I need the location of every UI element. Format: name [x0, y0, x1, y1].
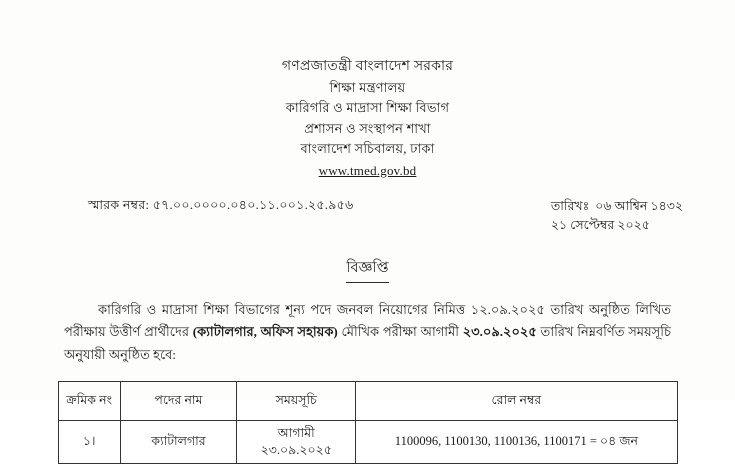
header-government-line: গণপ্রজাতন্ত্রী বাংলাদেশ সরকার [281, 59, 454, 74]
header-branch-line: প্রশাসন ও সংস্থাপন শাখা [304, 120, 431, 136]
date-bengali: ০৬ আশ্বিন ১৪৩২ [595, 199, 683, 214]
date-gregorian: ২১ সেপ্টেম্বর ২০২৫ [550, 217, 650, 232]
header-website-link[interactable]: www.tmed.gov.bd [318, 162, 417, 178]
table-header-schedule: সময়সূচি [237, 381, 356, 420]
document-meta-row [0, 197, 735, 235]
table-row [58, 420, 677, 463]
paragraph-bold-date: ২৩.০৯.২০২৫ [462, 324, 537, 340]
header-address-line: বাংলাদেশ সচিবালয়, ঢাকা [300, 141, 435, 157]
paragraph-bold-posts: (ক্যাটালগার, অফিস সহায়ক) [192, 324, 338, 340]
table-header-roll: রোল নম্বর [356, 381, 677, 420]
header-ministry-line: শিক্ষা মন্ত্রণালয় [329, 79, 406, 95]
table-cell-serial: ১। [58, 420, 120, 463]
document-header [0, 0, 735, 181]
date-block [551, 197, 683, 235]
notice-paragraph [64, 299, 671, 367]
table-cell-schedule: আগামী ২৩.০৯.২০২৫ [237, 420, 356, 463]
paragraph-segment-1: কারিগরি ও মাদ্রাসা শিক্ষা বিভাগের শূন্য পদে জনবল নিয়োগের নিমিত্ত ১২.০৯.২০২৫ তারিখ অনুষ্ঠিত লিখিত পরীক্ষায় উত্তীর্ণ প্রার্থীদের [64, 301, 671, 340]
schedule-table [58, 381, 678, 464]
table-header-post: পদের নাম [120, 381, 236, 420]
notice-title-text: বিজ্ঞপ্তি [346, 257, 388, 283]
date-label: তারিখঃ [550, 199, 590, 214]
paragraph-segment-2: মৌখিক পরীক্ষা আগামী [337, 324, 463, 340]
table-cell-roll: 1100096, 1100130, 1100136, 1100171 = ০৪ জন [356, 420, 677, 463]
table-header-row [58, 381, 677, 420]
header-division-line: কারিগরি ও মাদ্রাসা শিক্ষা বিভাগ [285, 100, 450, 116]
table-header-serial: ক্রমিক নং [58, 381, 120, 420]
notice-title [0, 257, 735, 283]
table-cell-post: ক্যাটালগার [120, 420, 236, 463]
paragraph-segment-3: তারিখ নিম্নবর্ণিত সময়সূচি অনুযায়ী অনুষ্ঠিত হবে: [64, 324, 672, 363]
memo-number: স্মারক নম্বর: ৫৭.০০.০০০০.০৪০.১১.০০১.২৫.৯৫৬ [88, 198, 354, 213]
